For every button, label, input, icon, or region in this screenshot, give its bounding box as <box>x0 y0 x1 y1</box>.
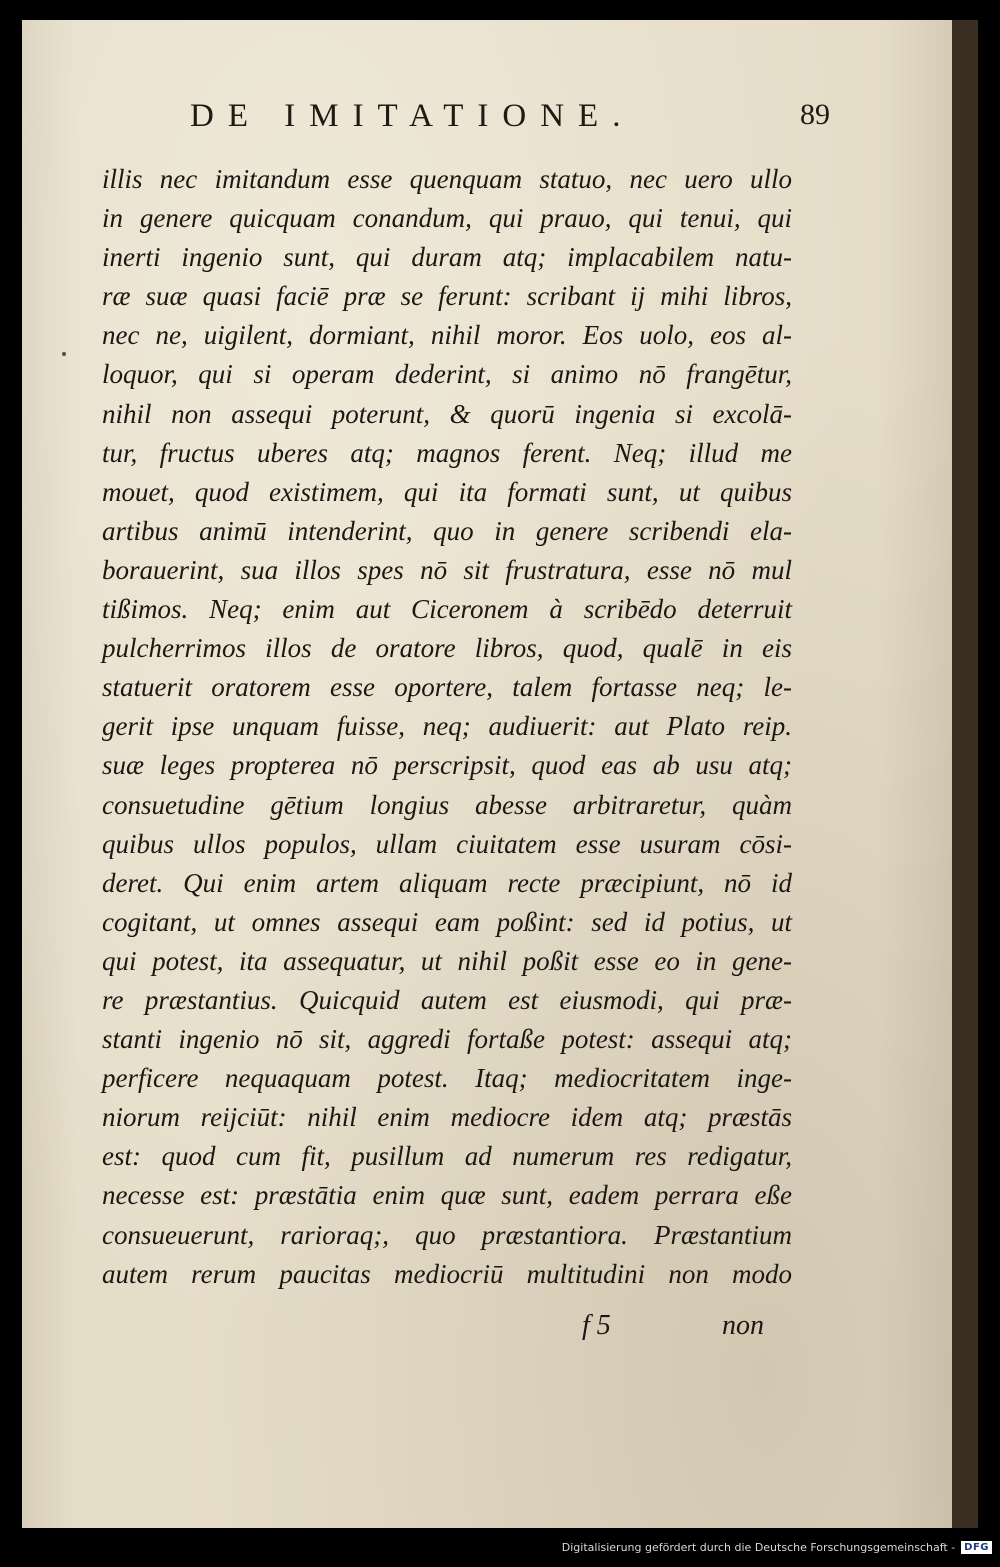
text-line: tißimos. Neq; enim aut Ciceronem à scribēdo deterruit <box>102 594 792 625</box>
text-line: autem rerum paucitas mediocriū multitudini non modo <box>102 1258 792 1289</box>
text-line: deret. Qui enim artem aliquam recte præcipiunt, nō id <box>102 867 792 898</box>
text-line: pulcherrimos illos de oratore libros, quod, qualē in eis <box>102 633 792 664</box>
text-line: borauerint, sua illos spes nō sit frustratura, esse nō mul <box>102 554 792 585</box>
catchword: non <box>722 1310 764 1341</box>
catch-line <box>582 1310 764 1350</box>
book-page <box>22 20 952 1528</box>
text-line: perficere nequaquam potest. Itaq; mediocritatem inge- <box>102 1063 792 1094</box>
digitization-credit <box>562 1537 992 1557</box>
text-line: statuerit oratorem esse oportere, talem fortasse neq; le- <box>102 672 792 703</box>
text-line: quibus ullos populos, ullam ciuitatem esse usuram cōsi- <box>102 828 792 859</box>
text-line: re præstantius. Quicquid autem est eiusmodi, qui præ- <box>102 984 792 1015</box>
credit-text: Digitalisierung gefördert durch die Deutsche Forschungsgemeinschaft - <box>561 1540 956 1554</box>
text-line: illis nec imitandum esse quenquam statuo, nec uero ullo <box>102 164 792 194</box>
text-line: tur, fructus uberes atq; magnos ferent. Neq; illud me <box>102 437 792 468</box>
text-line: est: quod cum fit, pusillum ad numerum res redigatur, <box>102 1141 792 1172</box>
body-text <box>102 160 792 1294</box>
text-line: nihil non assequi poterunt, & quorū ingenia si excolā- <box>102 398 792 429</box>
page-number: 89 <box>800 98 830 131</box>
text-line: suæ leges propterea nō perscripsit, quod eas ab usu atq; <box>102 750 792 781</box>
adjacent-page-edge <box>952 20 978 1528</box>
text-line: consuetudine gētium longius abesse arbitraretur, quàm <box>102 789 792 820</box>
text-line: in genere quicquam conandum, qui prauo, qui tenui, qui <box>102 203 792 234</box>
dfg-logo-icon: DFG <box>961 1541 992 1554</box>
text-line: ræ suæ quasi faciē præ se ferunt: scribant ij mihi libros, <box>102 281 792 312</box>
text-line: loquor, qui si operam dederint, si animo nō frangētur, <box>102 359 792 390</box>
text-line: consueuerunt, rarioraq;, quo præstantiora. Præstantium <box>102 1219 792 1250</box>
text-line: stanti ingenio nō sit, aggredi fortaße potest: assequi atq; <box>102 1024 792 1055</box>
text-line: cogitant, ut omnes assequi eam poßint: sed id potius, ut <box>102 906 792 937</box>
text-line: inerti ingenio sunt, qui duram atq; implacabilem natu- <box>102 242 792 273</box>
signature-mark: f 5 <box>582 1310 611 1341</box>
text-line: gerit ipse unquam fuisse, neq; audiuerit: aut Plato reip. <box>102 711 792 742</box>
text-line: niorum reijciūt: nihil enim mediocre idem atq; præstās <box>102 1102 792 1133</box>
text-line: artibus animū intenderint, quo in genere scribendi ela- <box>102 515 792 546</box>
page-header <box>190 98 830 144</box>
text-line: nec ne, uigilent, dormiant, nihil moror. Eos uolo, eos al- <box>102 320 792 351</box>
text-line: mouet, quod existimem, qui ita formati sunt, ut quibus <box>102 476 792 507</box>
margin-speck <box>62 352 66 356</box>
text-line: necesse est: præstātia enim quæ sunt, eadem perrara eße <box>102 1180 792 1211</box>
running-title: DE IMITATIONE. <box>190 98 635 134</box>
text-line: qui potest, ita assequatur, ut nihil poßit esse eo in gene- <box>102 945 792 976</box>
